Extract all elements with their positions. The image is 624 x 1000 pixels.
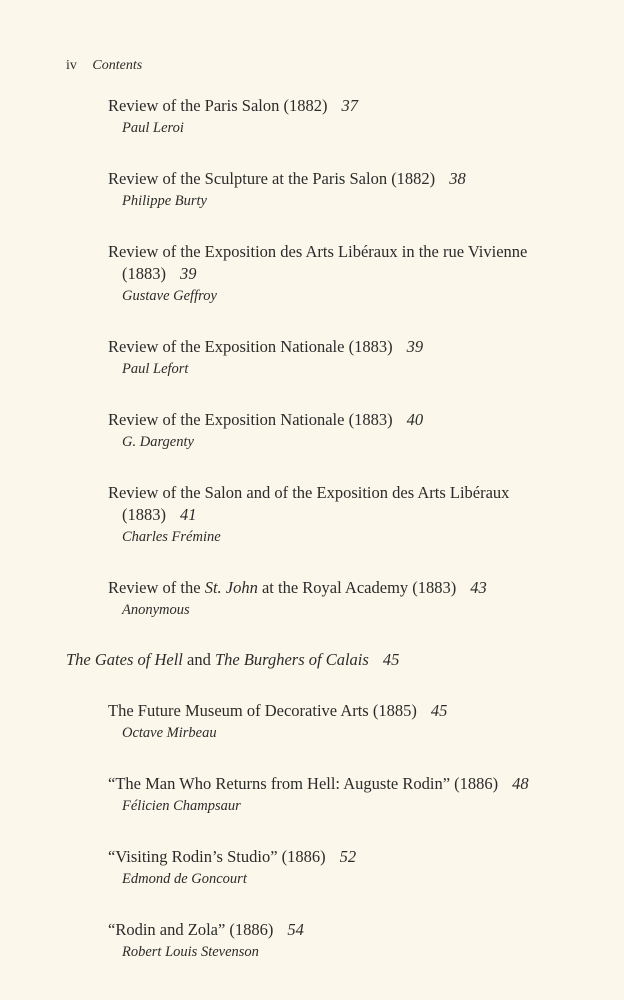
toc-entry [108, 846, 608, 890]
section-heading [66, 649, 399, 671]
entry-title: The Future Museum of Decorative Arts (1885) [108, 701, 417, 720]
toc-entry [108, 168, 608, 212]
entry-title-post: at the Royal Academy (1883) [261, 578, 457, 597]
entry-author: Paul Lefort [122, 361, 189, 377]
entry-title-continued: (1883) [122, 505, 166, 524]
entry-page: 39 [180, 264, 197, 283]
entry-author: Charles Frémine [122, 529, 221, 545]
entry-title: “Rodin and Zola” (1886) [108, 920, 274, 939]
entry-author: G. Dargenty [122, 434, 194, 450]
entry-author: Octave Mirbeau [122, 725, 217, 741]
entry-title-italic: St. John [204, 578, 258, 597]
toc-entry [108, 482, 608, 548]
page-number: iv [66, 58, 77, 73]
toc-entry [108, 409, 608, 453]
entry-title: “Visiting Rodin’s Studio” (1886) [108, 847, 326, 866]
entry-title: Review of the Exposition Nationale (1883) [108, 410, 393, 429]
entry-page: 37 [341, 96, 359, 115]
entry-author: Philippe Burty [122, 193, 207, 209]
toc-entry [108, 700, 608, 744]
entry-author: Paul Leroi [122, 120, 184, 136]
entry-page: 38 [449, 169, 466, 188]
entry-author: Anonymous [122, 602, 190, 618]
entry-page: 54 [287, 920, 304, 939]
entry-author: Félicien Champsaur [122, 798, 241, 814]
entry-title: Review of the Exposition Nationale (1883) [108, 337, 393, 356]
toc-entry [108, 336, 608, 380]
section-page: 45 [382, 650, 400, 669]
entry-page: 43 [470, 578, 487, 597]
toc-entry [108, 241, 608, 307]
toc-entry [108, 919, 608, 963]
entry-title-continued: (1883) [122, 264, 166, 283]
entry-title: Review of the Exposition des Arts Libéraux in the rue Vivienne [108, 242, 528, 261]
entry-page: 39 [406, 337, 424, 356]
entry-title: Review of the Salon and of the Exposition des Arts Libéraux [108, 483, 510, 502]
entry-title: “The Man Who Returns from Hell: Auguste Rodin” (1886) [108, 774, 499, 793]
running-header [66, 58, 142, 74]
entry-page: 52 [339, 847, 357, 866]
section-title-part2: The Burghers of Calais [214, 650, 369, 669]
entry-page: 48 [512, 774, 529, 793]
entry-title: Review of the Sculpture at the Paris Salon (1882) [108, 169, 436, 188]
toc-entry [108, 95, 608, 139]
entry-page: 40 [406, 410, 424, 429]
entry-title-pre: Review of the [108, 578, 201, 597]
toc-entry [108, 773, 608, 817]
running-head-title: Contents [92, 58, 143, 73]
section-title-and: and [187, 650, 211, 669]
entry-author: Edmond de Goncourt [122, 871, 247, 887]
entry-author: Robert Louis Stevenson [122, 944, 259, 960]
entry-author: Gustave Geffroy [122, 288, 217, 304]
entry-page: 41 [180, 505, 197, 524]
entry-title: Review of the Paris Salon (1882) [108, 96, 328, 115]
entry-page: 45 [430, 701, 448, 720]
toc-entry [108, 577, 608, 621]
section-title-part1: The Gates of Hell [66, 650, 183, 669]
